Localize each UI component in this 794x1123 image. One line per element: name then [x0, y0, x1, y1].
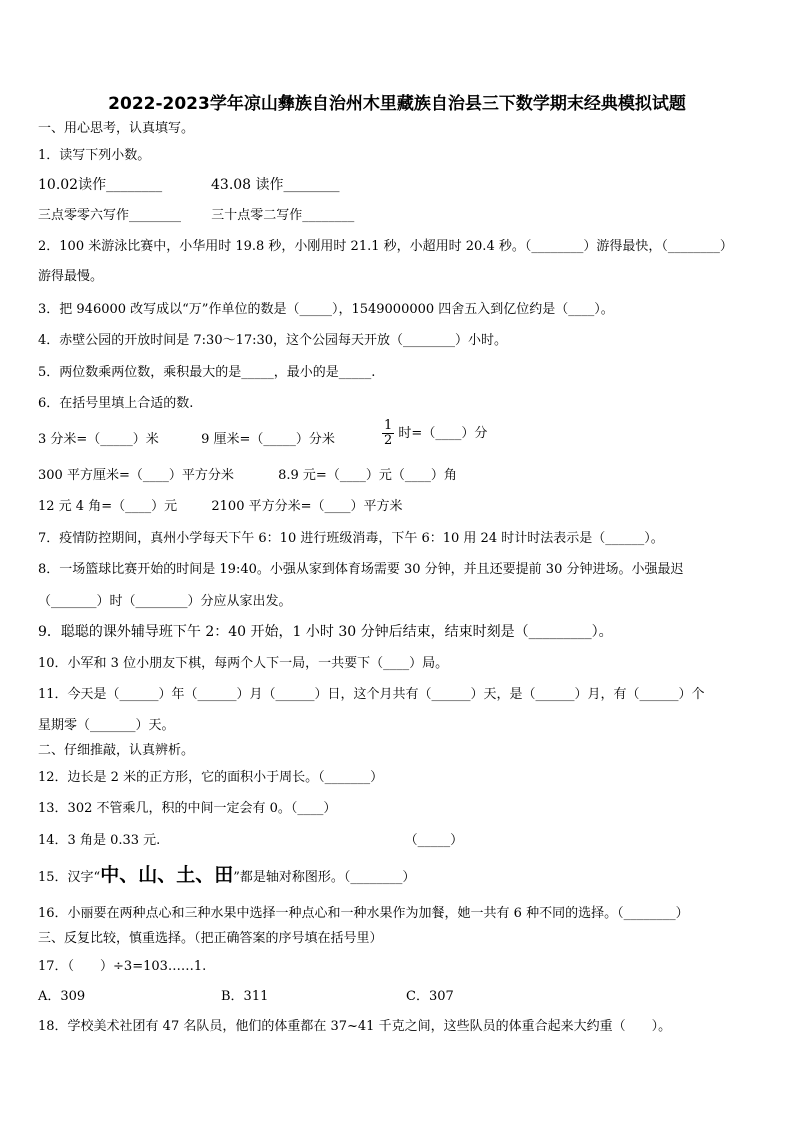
question-6-item-4: 300 平方厘米=（____）平方分米 [38, 468, 234, 483]
question-15-pre: 15．汉字“ [38, 870, 101, 885]
section-heading-1: 一、用心思考，认真填写。 [38, 121, 195, 136]
question-12: 12．边长是 2 米的正方形，它的面积小于周长。（_______） [38, 770, 384, 785]
option-c: C．307 [406, 989, 454, 1004]
question-6-item-6: 12 元 4 角=（____）元 [38, 499, 178, 514]
question-1-item-d: 三十点零二写作________ [211, 208, 355, 223]
question-14 [38, 832, 463, 850]
question-14-blank: （_____） [404, 833, 464, 848]
question-6-row-3 [38, 498, 403, 516]
question-4: 4．赤壁公园的开放时间是 7:30～17:30，这个公园每天开放（________）小时。 [38, 333, 508, 348]
question-2-line-2: 游得最慢。 [38, 269, 104, 284]
question-11-line-2: 星期零（_______）天。 [38, 718, 175, 733]
question-1-row-2 [38, 207, 354, 225]
section-heading-3: 三、反复比较，慎重选择。（把正确答案的序号填在括号里） [38, 931, 383, 946]
section-heading-2: 二、仔细推敲，认真辨析。 [38, 743, 195, 758]
question-1-item-b: 43.08 读作________ [211, 177, 340, 193]
question-10: 10．小军和 3 位小朋友下棋，每两个人下一局，一共要下（____）局。 [38, 656, 449, 671]
question-13: 13．302 不管乘几，积的中间一定会有 0。（____） [38, 801, 337, 816]
question-6-fraction-row [38, 419, 487, 448]
option-b: B．311 [221, 989, 269, 1004]
question-2-line-1: 2．100 米游泳比赛中，小华用时 19.8 秒，小刚用时 21.1 秒，小超用时 20.4 秒。（________）游得最快，（________） [38, 239, 733, 254]
question-3: 3．把 946000 改写成以“万”作单位的数是（_____），1549000000 四舍五入到亿位约是（____）。 [38, 302, 614, 317]
question-6-item-1: 3 分米=（_____）米 [38, 432, 159, 447]
question-6-item-3: 时=（____）分 [398, 426, 488, 441]
question-6-item-2: 9 厘米=（_____）分米 [201, 432, 335, 447]
question-11-line-1: 11．今天是（______）年（______）月（______）日，这个月共有（______）天，是（______）月，有（______）个 [38, 687, 705, 702]
question-1-item-c: 三点零零六写作________ [38, 208, 182, 223]
question-15 [38, 866, 415, 887]
question-5: 5．两位数乘两位数，乘积最大的是_____，最小的是_____. [38, 365, 376, 380]
question-1-row-1 [38, 176, 340, 194]
question-17-stem: 17．（ ）÷3=103……1. [38, 959, 207, 974]
question-18: 18．学校美术社团有 47 名队员，他们的体重都在 37~41 千克之间，这些队员的体重合起来大约重（ ）。 [38, 1019, 672, 1034]
question-6-row-2 [38, 467, 457, 485]
question-1-item-a: 10.02读作________ [38, 177, 163, 193]
question-1-stem: 1．读写下列小数。 [38, 148, 151, 163]
fraction-one-half [382, 419, 394, 448]
question-15-post: ”都是轴对称图形。（________） [233, 870, 416, 885]
question-15-characters: 中、山、土、田 [100, 864, 234, 886]
question-9: 9．聪聪的课外辅导班下午 2：40 开始，1 小时 30 分钟后结束，结束时刻是（_________）。 [38, 624, 613, 640]
question-17-options [38, 988, 454, 1006]
question-6-item-7: 2100 平方分米=（____）平方米 [211, 499, 403, 514]
question-14-text: 14．3 角是 0.33 元. [38, 833, 161, 848]
page-title: 2022-2023学年凉山彝族自治州木里藏族自治县三下数学期末经典模拟试题 [108, 94, 686, 114]
fraction-denominator: 2 [384, 433, 393, 448]
question-6-item-5: 8.9 元=（____）元（____）角 [278, 468, 457, 483]
option-a: A．309 [38, 989, 86, 1004]
question-6-stem: 6．在括号里填上合适的数. [38, 396, 194, 411]
fraction-numerator: 1 [384, 418, 393, 433]
question-8-line-1: 8．一场篮球比赛开始的时间是 19:40。小强从家到体育场需要 30 分钟，并且还要提前 30 分钟进场。小强最迟 [38, 562, 684, 577]
question-8-line-2: （_______）时（________）分应从家出发。 [38, 594, 292, 609]
question-16: 16．小丽要在两种点心和三种水果中选择一种点心和一种水果作为加餐，她一共有 6 种不同的选择。（________） [38, 906, 689, 921]
question-7: 7．疫情防控期间，真州小学每天下午 6：10 进行班级消毒，下午 6：10 用 24 时计时法表示是（______）。 [38, 531, 664, 546]
